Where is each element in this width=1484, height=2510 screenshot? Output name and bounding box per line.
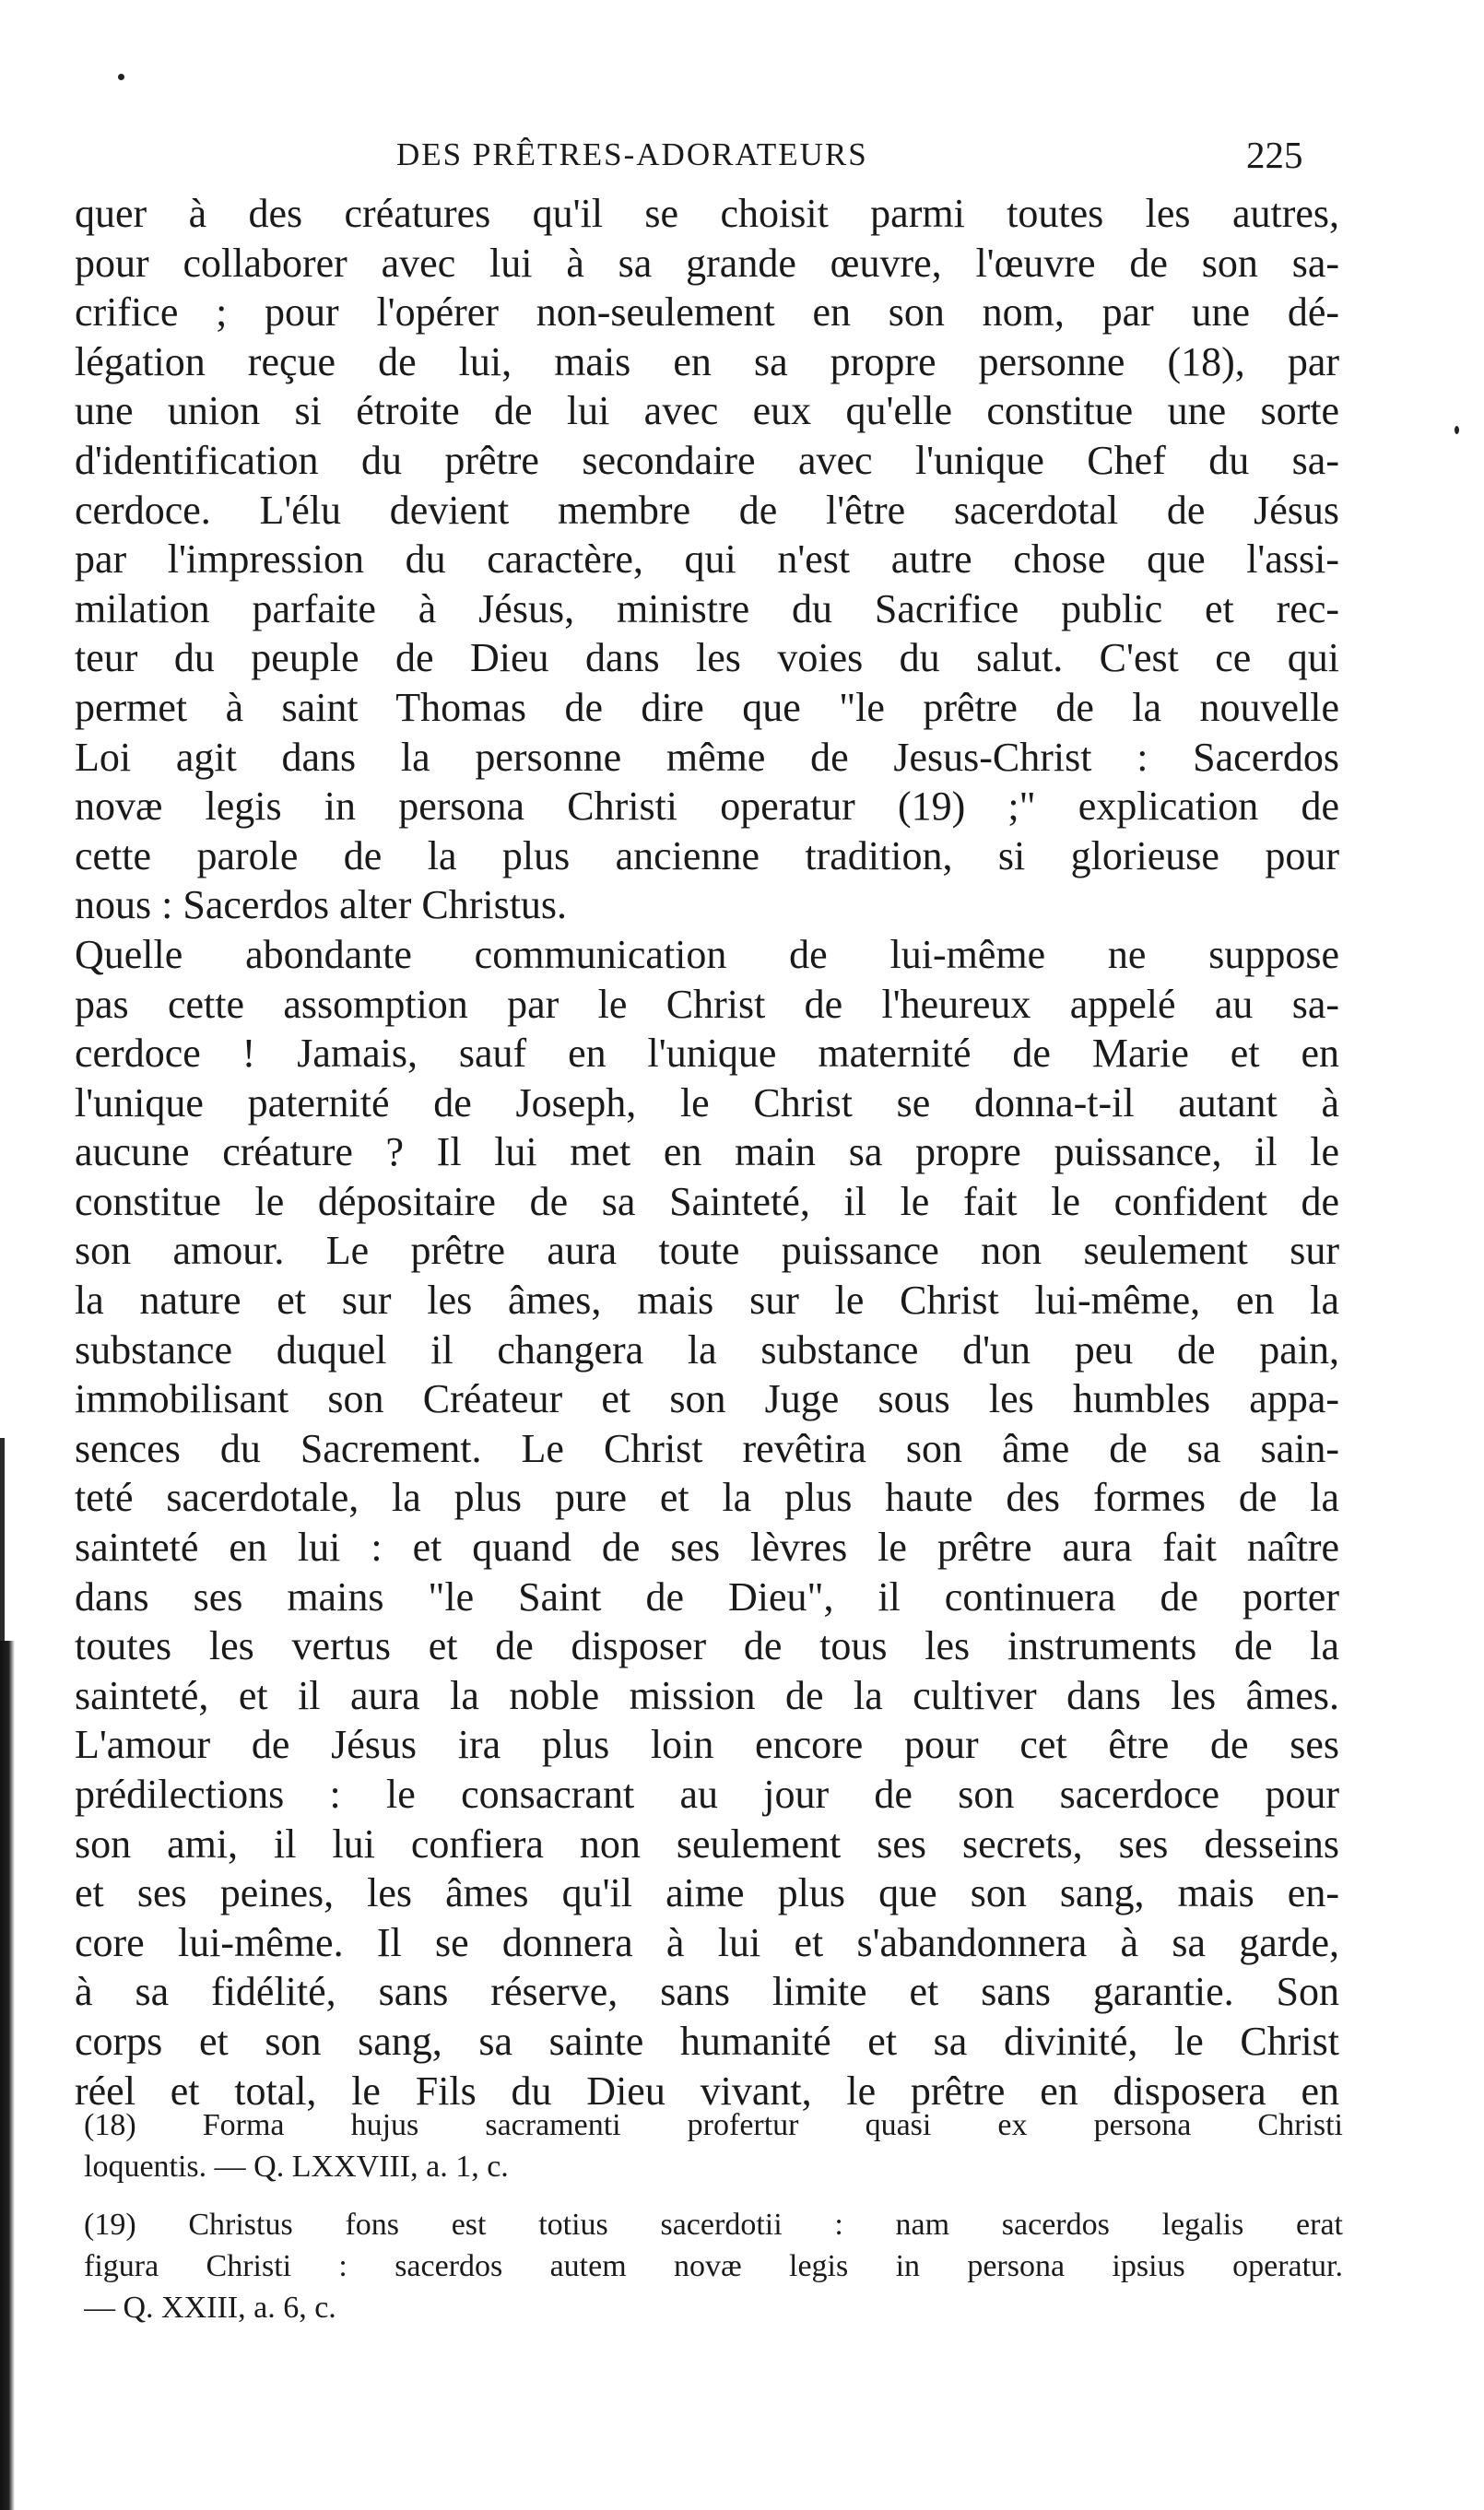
text-line: novæ legis in persona Christi operatur (19) ;" explication de	[75, 784, 1339, 830]
text-line: cerdoce ! Jamais, sauf en l'unique maternité de Marie et en	[75, 1031, 1339, 1077]
text-line: substance duquel il changera la substance d'un peu de pain,	[75, 1326, 1339, 1373]
text-line: légation reçue de lui, mais en sa propre personne (18), par	[75, 338, 1339, 384]
text-line: cerdoce. L'élu devient membre de l'être sacerdotal de Jésus	[75, 487, 1339, 533]
text-line: la nature et sur les âmes, mais sur le Christ lui-même, en la	[75, 1278, 1339, 1324]
text-line: Quelle abondante communication de lui-même ne suppose	[75, 931, 1339, 977]
footnote-line: (19) Christus fons est totius sacerdotii : nam sacerdos legalis erat	[84, 2208, 1343, 2242]
main-text	[75, 189, 1339, 2115]
footnote-18	[84, 2104, 1343, 2187]
running-header	[0, 127, 1484, 183]
text-line: teté sacerdotale, la plus pure et la plus haute des formes de la	[75, 1475, 1339, 1521]
text-line: par l'impression du caractère, qui n'est autre chose que l'assi-	[75, 536, 1339, 583]
text-line: pas cette assomption par le Christ de l'heureux appelé au sa-	[75, 981, 1339, 1027]
footnote-19	[84, 2204, 1343, 2328]
footnote-gap	[84, 2187, 1343, 2204]
text-line: d'identification du prêtre secondaire avec l'unique Chef du sa-	[75, 437, 1339, 483]
text-line: Loi agit dans la personne même de Jesus-Christ : Sacerdos	[75, 734, 1339, 780]
text-line: nous : Sacerdos alter Christus.	[75, 882, 568, 928]
text-line: son amour. Le prêtre aura toute puissance non seulement sur	[75, 1228, 1339, 1274]
page-number: 225	[1246, 134, 1303, 176]
footnote-line: figura Christi : sacerdos autem novæ legis in persona ipsius operatur.	[84, 2249, 1343, 2283]
text-line: prédilections : le consacrant au jour de son sacerdoce pour	[75, 1772, 1339, 1817]
text-line: constitue le dépositaire de sa Sainteté, il le fait le confident de	[75, 1178, 1339, 1224]
text-line: aucune créature ? Il lui met en main sa propre puissance, il le	[75, 1129, 1339, 1175]
text-line: et ses peines, les âmes qu'il aime plus que son sang, mais en-	[75, 1870, 1339, 1916]
text-line: quer à des créatures qu'il se choisit parmi toutes les autres,	[75, 191, 1339, 236]
text-line: toutes les vertus et de disposer de tous les instruments de la	[75, 1623, 1339, 1669]
ink-speck	[1455, 426, 1459, 434]
text-line: à sa fidélité, sans réserve, sans limite et sans garantie. Son	[75, 1969, 1339, 2015]
text-line: sainteté, et il aura la noble mission de la cultiver dans les âmes.	[75, 1672, 1339, 1718]
text-line: une union si étroite de lui avec eux qu'elle constitue une sorte	[75, 388, 1339, 434]
text-line: core lui-même. Il se donnera à lui et s'abandonnera à sa garde,	[75, 1919, 1339, 1965]
footnote-line: (18) Forma hujus sacramenti profertur quasi ex persona Christi	[84, 2108, 1343, 2142]
text-line: teur du peuple de Dieu dans les voies du salut. C'est ce qui	[75, 635, 1339, 681]
text-line: corps et son sang, sa sainte humanité et sa divinité, le Christ	[75, 2018, 1339, 2064]
text-line: milation parfaite à Jésus, ministre du Sacrifice public et rec-	[75, 585, 1339, 631]
text-line: sences du Sacrement. Le Christ revêtira son âme de sa sain-	[75, 1425, 1339, 1471]
running-title: DES PRÊTRES-ADORATEURS	[396, 136, 868, 172]
footnote-line: — Q. XXIII, a. 6, c.	[84, 2291, 336, 2325]
text-line: l'unique paternité de Joseph, le Christ se donna-t-il autant à	[75, 1079, 1339, 1125]
text-line: son ami, il lui confiera non seulement ses secrets, ses desseins	[75, 1821, 1339, 1867]
ink-speck	[118, 74, 124, 80]
page-spine-shadow	[0, 1641, 15, 2510]
text-line: pour collaborer avec lui à sa grande œuvre, l'œuvre de son sa-	[75, 240, 1339, 286]
text-line: dans ses mains "le Saint de Dieu", il continuera de porter	[75, 1573, 1339, 1620]
text-line: L'amour de Jésus ira plus loin encore pour cet être de ses	[75, 1722, 1339, 1768]
footnote-line: loquentis. — Q. LXXVIII, a. 1, c.	[84, 2150, 509, 2184]
text-line: réel et total, le Fils du Dieu vivant, le prêtre en disposera en	[75, 2068, 1339, 2114]
text-line: sainteté en lui : et quand de ses lèvres le prêtre aura fait naître	[75, 1525, 1339, 1571]
text-line: crifice ; pour l'opérer non-seulement en son nom, par une dé-	[75, 289, 1339, 336]
footnotes	[84, 2104, 1343, 2328]
text-line: immobilisant son Créateur et son Juge sous les humbles appa-	[75, 1376, 1339, 1422]
page-spine-shadow-upper	[0, 1438, 5, 1641]
text-line: permet à saint Thomas de dire que "le prêtre de la nouvelle	[75, 684, 1339, 730]
text-line: cette parole de la plus ancienne tradition, si glorieuse pour	[75, 832, 1339, 878]
